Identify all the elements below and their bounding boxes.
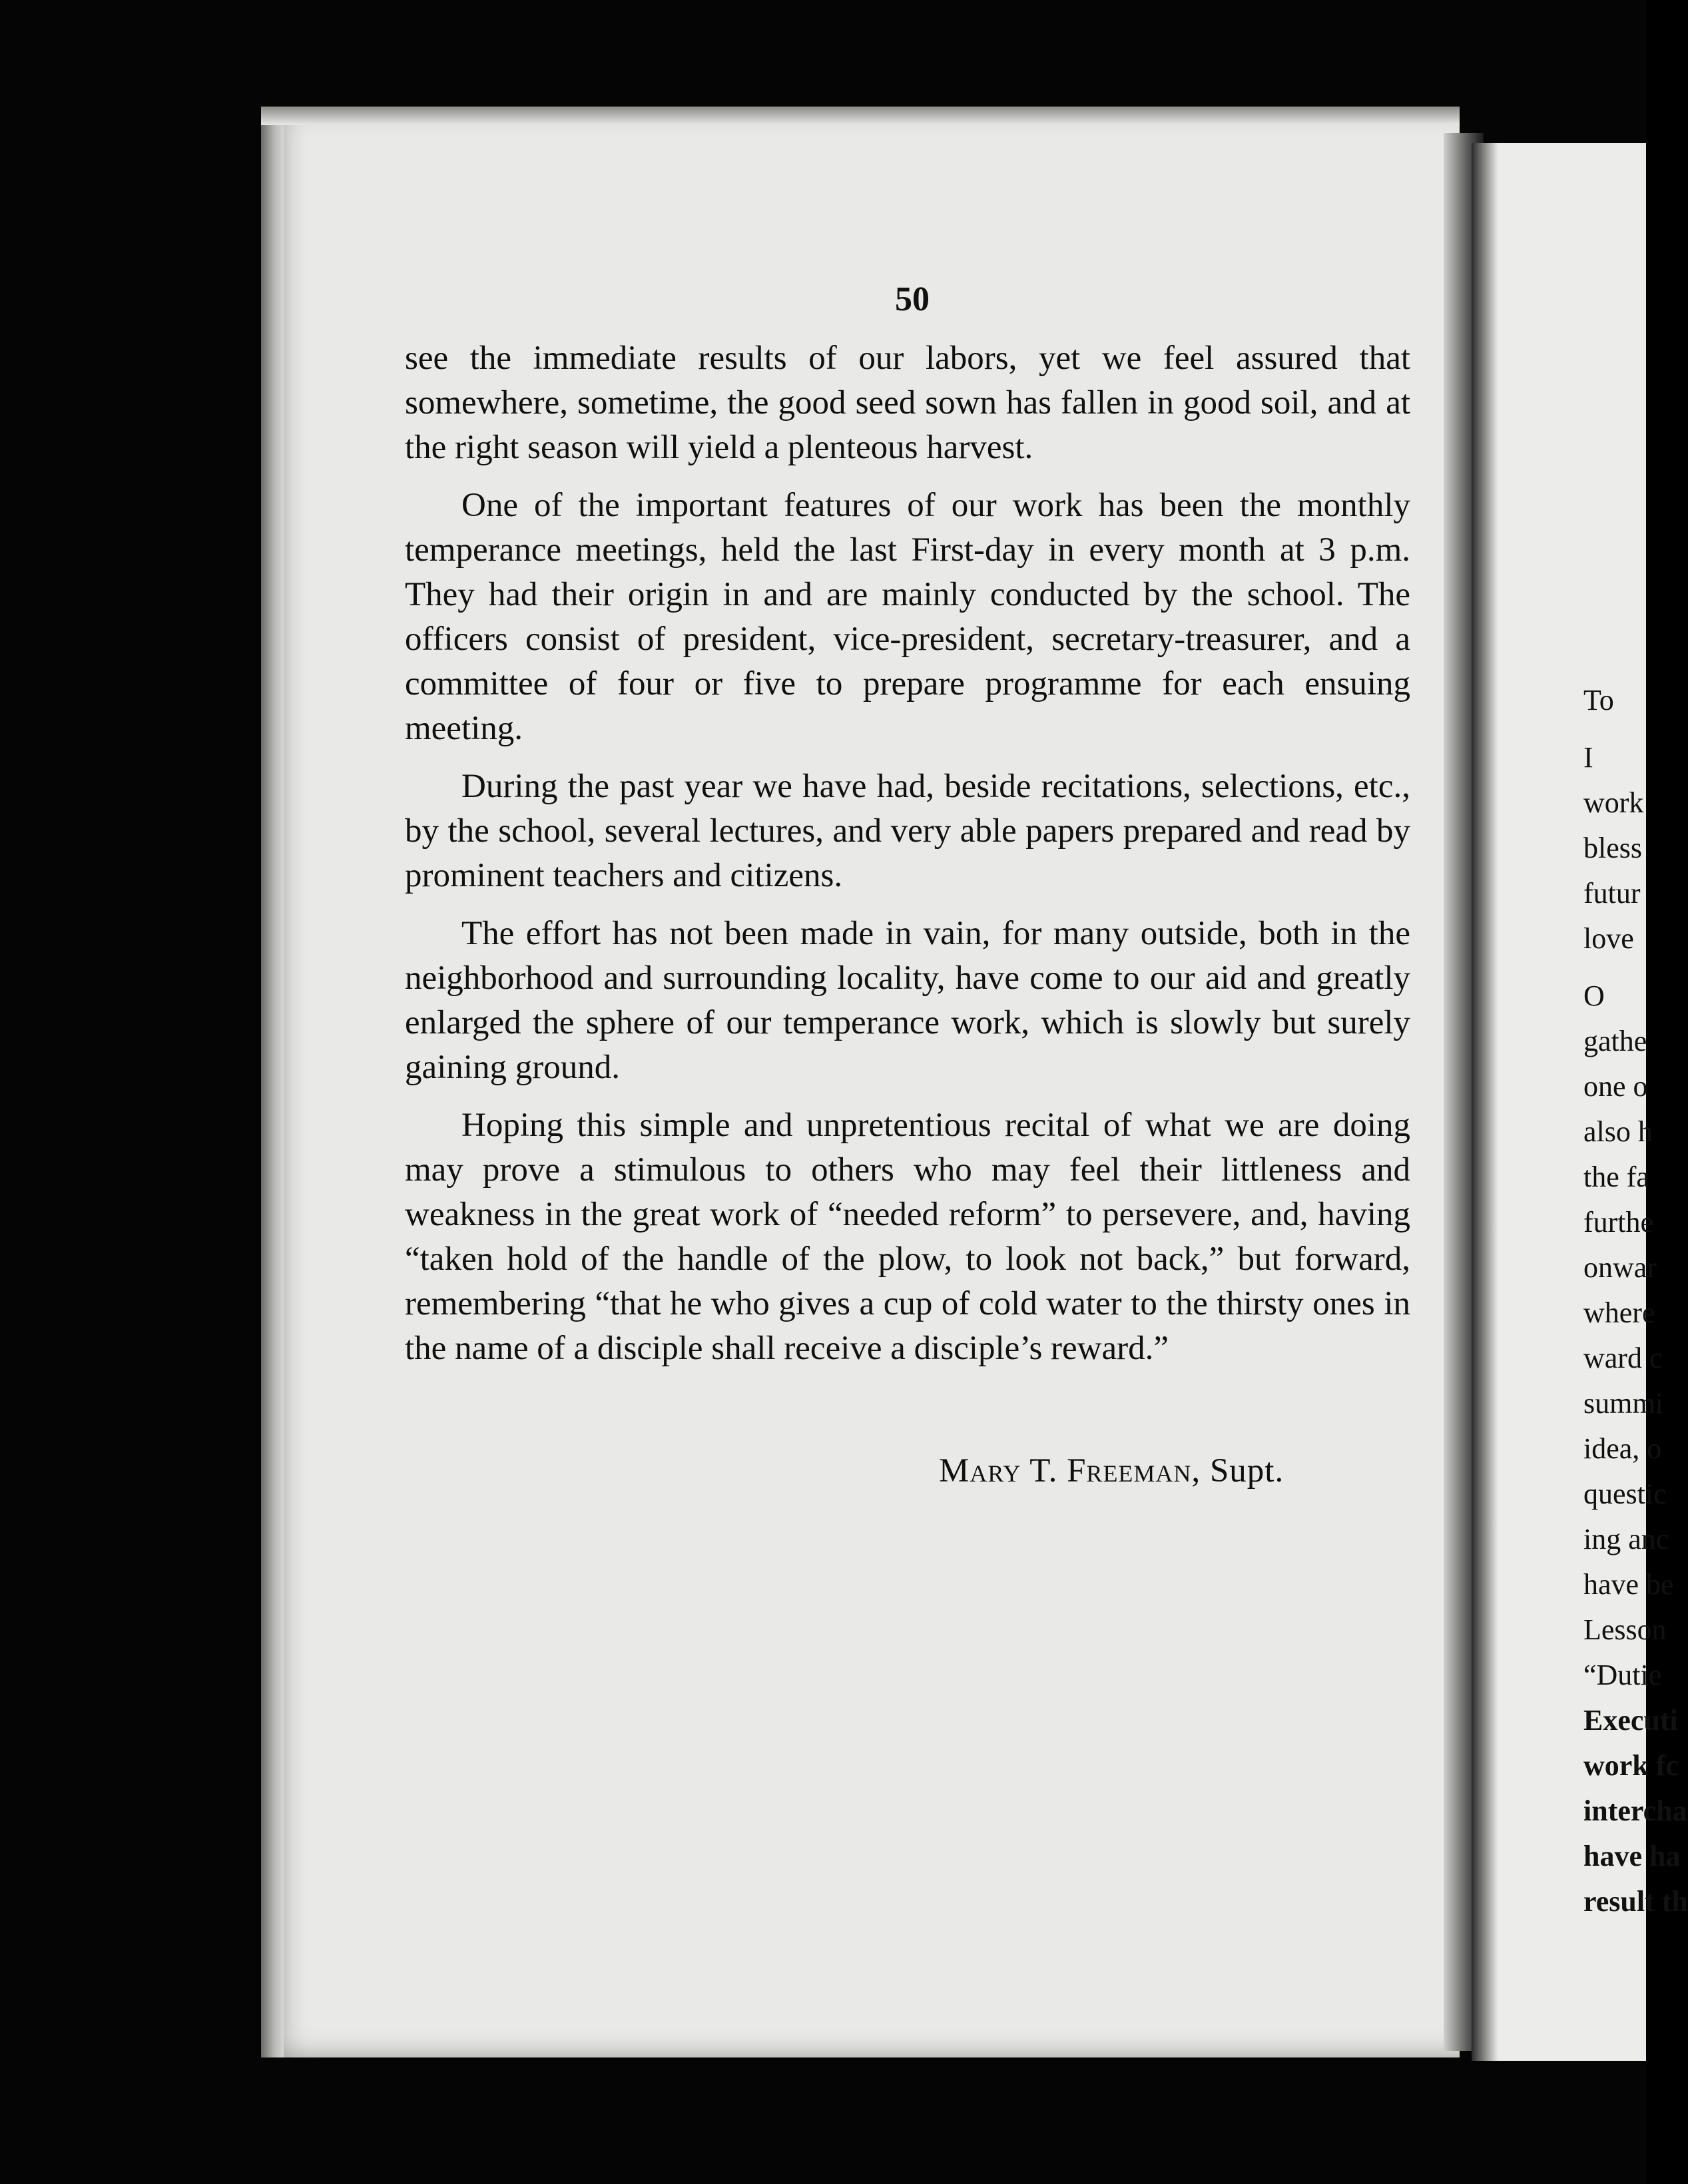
signature: [939, 1452, 1284, 1490]
right-page-text: [1583, 678, 1688, 1924]
right-fragment: onwar: [1583, 1251, 1657, 1284]
right-fragment: “Dutie: [1583, 1659, 1662, 1691]
right-fragment: Lesson: [1583, 1613, 1667, 1646]
right-fragment: gathe: [1583, 1025, 1647, 1057]
right-fragment: also h: [1583, 1115, 1653, 1148]
page-number: 50: [895, 280, 930, 318]
paragraph-3: During the past year we have had, beside recitations, selections, etc., by the school, several lectures, and very able papers prepared and read by prominent teachers and citizens.: [405, 768, 1410, 894]
right-fragment: Executi: [1583, 1704, 1678, 1737]
right-fragment: bless: [1583, 832, 1642, 864]
right-fragment: have be: [1583, 1568, 1674, 1601]
right-fragment: I: [1583, 741, 1593, 774]
paragraph-1: see the immediate results of our labors, yet we feel assured that somewhere, sometime, the good seed sown has fallen in good soil, and at the right season will yield a plenteous harvest.: [405, 340, 1410, 466]
right-fragment: one o: [1583, 1070, 1648, 1103]
right-fragment: questic: [1583, 1478, 1667, 1510]
right-fragment: the fa: [1583, 1161, 1649, 1193]
right-fragment: ward c: [1583, 1342, 1663, 1374]
right-fragment: result th: [1583, 1885, 1688, 1918]
signature-title: Supt.: [1209, 1452, 1284, 1490]
paragraph-4: The effort has not been made in vain, for many outside, both in the neighborhood and surrounding locality, have come to our aid and greatly enlarged the sphere of our temperance work, which is slowly but surely gaining ground.: [405, 915, 1410, 1086]
right-fragment: intercha: [1583, 1794, 1687, 1827]
right-fragment: O: [1583, 979, 1605, 1012]
right-fragment: To: [1583, 684, 1614, 716]
right-fragment: have ha: [1583, 1840, 1681, 1872]
right-fragment: love: [1583, 922, 1634, 955]
paragraph-2: One of the important features of our work has been the monthly temperance meetings, held the last First-day in every month at 3 p.m. They had their origin in and are mainly conducted by the school. The officers consist of president, vice-president, secretary-treasurer, and a committee of four or five to prepare programme for each ensuing meeting.: [405, 487, 1410, 747]
paragraph-5: Hoping this simple and unpretentious recital of what we are doing may prove a stimulous to others who may feel their littleness and weakness in the great work of “needed reform” to persevere, and, having “taken hold of the handle of the plow, to look not back,” but forward, remembering “that he who gives a cup of cold water to the thirsty ones in the name of a disciple shall receive a disciple’s reward.”: [405, 1107, 1410, 1367]
right-fragment: work: [1583, 786, 1644, 819]
signature-name: Mary T. Freeman,: [939, 1452, 1201, 1490]
right-fragment: ing anc: [1583, 1523, 1669, 1555]
left-page-edge: [261, 107, 284, 2057]
right-fragment: summi: [1583, 1387, 1663, 1420]
right-page-shadow: [1472, 143, 1498, 2061]
right-fragment: work fc: [1583, 1749, 1679, 1782]
right-fragment: idea, o: [1583, 1432, 1662, 1465]
right-fragment: where: [1583, 1296, 1655, 1329]
body-text: [405, 336, 1410, 1384]
left-page-top-edge: [261, 107, 1460, 125]
right-fragment: furthe: [1583, 1206, 1654, 1238]
right-fragment: futur: [1583, 877, 1641, 910]
